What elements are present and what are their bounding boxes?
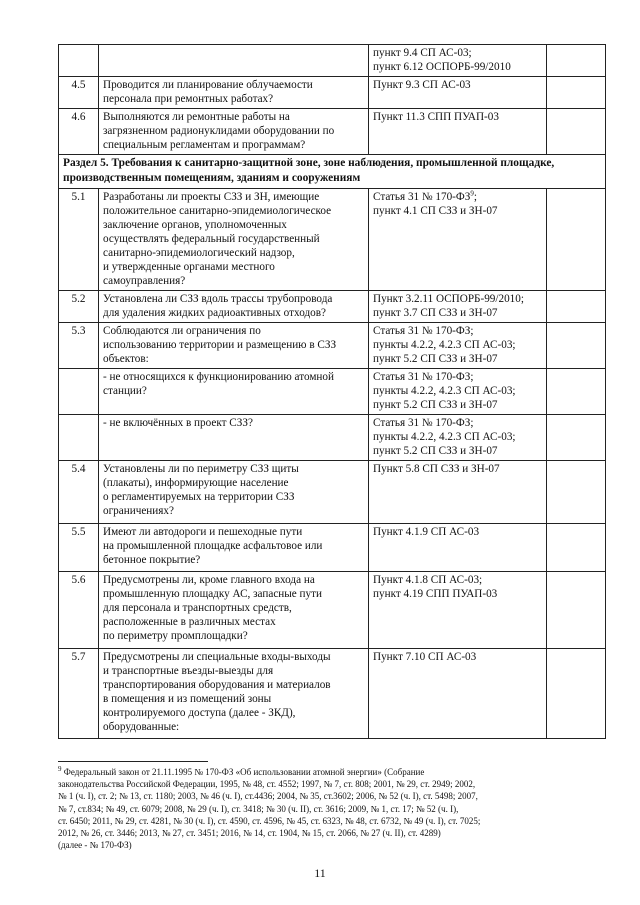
table-row (59, 45, 606, 77)
table-row (59, 524, 606, 572)
requirements-table (58, 44, 606, 739)
row-mark-cell (547, 461, 606, 524)
footnote-marker: 9 (470, 189, 474, 198)
row-mark-cell (547, 189, 606, 291)
row-question: Проводится ли планирование облучаемости персонала при ремонтных работах? (99, 77, 369, 109)
row-question: Предусмотрены ли специальные входы-выходы и транспортные въезды-выезды для транспортирования оборудования и материалов в помещения и из помещений зоны контролируемого доступа (далее - ЗКД), оборудованные: (99, 649, 369, 739)
row-reference: Статья 31 № $170-ФЗ^9$; пункт 4.1 СП СЗЗ и ЗН-07 (369, 189, 547, 291)
row-number (59, 415, 99, 461)
footnote-marker: 9 (58, 765, 62, 773)
row-mark-cell (547, 369, 606, 415)
table-row (59, 461, 606, 524)
footnote: $^9$ Федеральный закон от 21.11.1995 № 170-ФЗ «Об использовании атомной энергии» (Собрание законодательства Российской Федерации, 1995, № 48, ст. 4552; 1997, № 7, ст. 808; 2001, № 29, ст. 2949; 2002, № 1 (ч. I), ст. 2; № 13, ст. 1180; 2003, № 46 (ч. I), ст.4436; 2004, № 35, ст.3602; 2006, № 52 (ч. I), ст. 5498; 2007, № 7, ст.834; № 49, ст. 6079; 2008, № 29 (ч. I), ст. 3418; № 30 (ч. II), ст. 3616; 2009, № 1, ст. 17; № 52 (ч. I), ст. 6450; 2011, № 29, ст. 4281, № 30 (ч. I), ст. 4590, ст. 4596, № 45, ст. 6323, № 48, ст. 6732, № 49 (ч. I), ст. 7025; 2012, № 26, ст. 3446; 2013, № 27, ст. 3451; 2016, № 14, ст. 1904, № 15, ст. 2066, № 27 (ч. II), ст. 4289) (далее - № 170-ФЗ) (58, 765, 481, 851)
row-number (59, 369, 99, 415)
row-reference: Пункт 9.3 СП АС-03 (369, 77, 547, 109)
table-row (59, 109, 606, 155)
row-question: Установлена ли СЗЗ вдоль трассы трубопровода для удаления жидких радиоактивных отходов? (99, 291, 369, 323)
row-question: Соблюдаются ли ограничения по использованию территории и размещению в СЗЗ объектов: (99, 323, 369, 369)
row-reference: Статья 31 № 170-ФЗ; пункты 4.2.2, 4.2.3 СП АС-03; пункт 5.2 СП СЗЗ и ЗН-07 (369, 415, 547, 461)
row-number: 5.5 (59, 524, 99, 572)
row-number: 4.5 (59, 77, 99, 109)
row-reference: пункт 9.4 СП АС-03; пункт 6.12 ОСПОРБ-99/2010 (369, 45, 547, 77)
row-question: - не включённых в проект СЗЗ? (99, 415, 369, 461)
row-question: Разработаны ли проекты СЗЗ и ЗН, имеющие положительное санитарно-эпидемиологическое заключение органов, уполномоченных осуществлять федеральный государственный санитарно-эпидемиологический надзор, и утвержденные органами местного самоуправления? (99, 189, 369, 291)
row-number: 4.6 (59, 109, 99, 155)
row-question: Имеют ли автодороги и пешеходные пути на промышленной площадке асфальтовое или бетонное покрытие? (99, 524, 369, 572)
row-mark-cell (547, 45, 606, 77)
row-mark-cell (547, 291, 606, 323)
row-reference: Статья 31 № 170-ФЗ; пункты 4.2.2, 4.2.3 СП АС-03; пункт 5.2 СП СЗЗ и ЗН-07 (369, 369, 547, 415)
row-question: - не относящихся к функционированию атомной станции? (99, 369, 369, 415)
row-number: 5.7 (59, 649, 99, 739)
row-mark-cell (547, 572, 606, 649)
row-reference: Пункт 4.1.8 СП АС-03; пункт 4.19 СПП ПУАП-03 (369, 572, 547, 649)
row-question: Выполняются ли ремонтные работы на загрязненном радионуклидами оборудовании по специальным регламентам и программам? (99, 109, 369, 155)
row-number: 5.1 (59, 189, 99, 291)
row-question: Установлены ли по периметру СЗЗ щиты (плакаты), информирующие население о регламентируемых на территории СЗЗ ограничениях? (99, 461, 369, 524)
row-reference: Пункт 11.3 СПП ПУАП-03 (369, 109, 547, 155)
row-mark-cell (547, 524, 606, 572)
row-mark-cell (547, 323, 606, 369)
table-row (59, 649, 606, 739)
row-reference: Пункт 5.8 СП СЗЗ и ЗН-07 (369, 461, 547, 524)
page-number: 11 (314, 866, 326, 880)
row-question (99, 45, 369, 77)
row-reference: Пункт 4.1.9 СП АС-03 (369, 524, 547, 572)
row-mark-cell (547, 77, 606, 109)
row-number (59, 45, 99, 77)
row-number: 5.6 (59, 572, 99, 649)
row-question: Предусмотрены ли, кроме главного входа на промышленную площадку АС, запасные пути для персонала и транспортных средств, расположенные в различных местах по периметру промплощадки? (99, 572, 369, 649)
row-number: 5.4 (59, 461, 99, 524)
row-number: 5.3 (59, 323, 99, 369)
table-row (59, 77, 606, 109)
table-row (59, 323, 606, 369)
table-row (59, 369, 606, 415)
row-mark-cell (547, 649, 606, 739)
row-mark-cell (547, 415, 606, 461)
row-reference: Пункт 3.2.11 ОСПОРБ-99/2010; пункт 3.7 СП СЗЗ и ЗН-07 (369, 291, 547, 323)
section-header-row (59, 155, 606, 189)
row-reference: Статья 31 № 170-ФЗ; пункты 4.2.2, 4.2.3 СП АС-03; пункт 5.2 СП СЗЗ и ЗН-07 (369, 323, 547, 369)
row-reference: Пункт 7.10 СП АС-03 (369, 649, 547, 739)
row-mark-cell (547, 109, 606, 155)
section-title: Раздел 5. Требования к санитарно-защитной зоне, зоне наблюдения, промышленной площадке, производственным помещениям, зданиям и сооружениям (59, 155, 606, 189)
row-number: 5.2 (59, 291, 99, 323)
table-row (59, 189, 606, 291)
footnote-divider (58, 761, 208, 762)
table-row (59, 572, 606, 649)
table-row (59, 291, 606, 323)
table-row (59, 415, 606, 461)
